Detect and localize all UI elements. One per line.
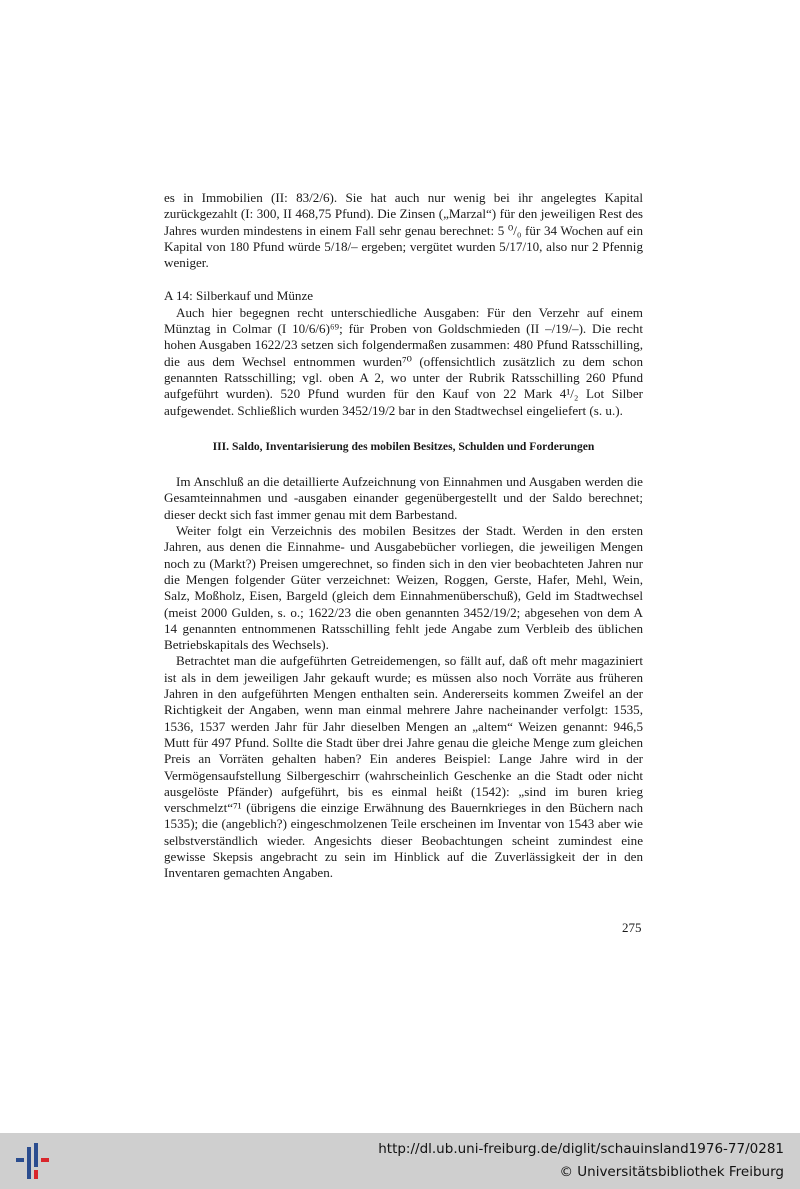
footer-bar xyxy=(0,1133,800,1189)
source-url-link[interactable]: http://dl.ub.uni-freiburg.de/diglit/schauinsland1976-77/0281 xyxy=(378,1141,784,1157)
paragraph-saldo: Im Anschluß an die detaillierte Aufzeichnung von Einnahmen und Ausgaben werden die Gesamteinnahmen und -ausgaben einander gegenübergestellt und der Saldo berechnet; dieser deckt sich fast immer genau mit dem Barbestand. xyxy=(164,474,643,522)
page-number: 275 xyxy=(622,920,642,935)
section-a14 xyxy=(164,288,643,418)
page-body xyxy=(164,190,643,882)
copyright-text: © Universitätsbibliothek Freiburg xyxy=(559,1164,784,1180)
ub-freiburg-logo-icon xyxy=(12,1141,52,1181)
paragraph-intro: es in Immobilien (II: 83/2/6). Sie hat auch nur wenig bei ihr angelegtes Kapital zurückgezahlt (I: 300, II 468,75 Pfund). Die Zinsen („Marzal“) für den jeweiligen Rest des Jahres wurden mindestens in einem Fall sehr genau berechnet: 5 ⁰/₀ für 34 Wochen auf ein Kapital von 180 Pfund würde 5/18/– ergeben; vergütet wurden 5/17/10, also nur 2 Pfennig weniger. xyxy=(164,190,643,271)
paragraph-inventory: Weiter folgt ein Verzeichnis des mobilen Besitzes der Stadt. Werden in den ersten Jahren, aus denen die Einnahme- und Ausgabebücher vorliegen, die jeweiligen Mengen noch zu (Markt?) Preisen umgerechnet, so finden sich in den vier beobachteten Jahren nur die Mengen folgender Güter verzeichnet: Weizen, Roggen, Gerste, Hafer, Mehl, Wein, Salz, Moßholz, Eisen, Bargeld (gleich dem Einnahmenüberschuß), Geld im Stadtwechsel (meist 2000 Gulden, s. o.; 1622/23 die oben genannten 3452/19/2; abgesehen von dem A 14 genannten entnommenen Ratsschilling fehlt jede Angabe zum Verbleib des üblichen Betriebskapitals des Wechsels). xyxy=(164,523,643,653)
paragraph-a14: Auch hier begegnen recht unterschiedliche Ausgaben: Für den Verzehr auf einem Münztag in Colmar (I 10/6/6)⁶⁹; für Proben von Goldschmieden (II –/19/–). Die recht hohen Ausgaben 1622/23 setzen sich folgendermaßen zusammen: 480 Pfund Ratsschilling, die aus dem Wechsel entnommen wurden⁷⁰ (offensichtlich zusätzlich zu dem schon genannten Ratsschilling; vgl. oben A 2, wo unter der Rubrik Ratsschilling 260 Pfund aufgeführt wurden). 520 Pfund wurden für den Kauf von 22 Mark 4¹/₂ Lot Silber aufgewendet. Schließlich wurden 3452/19/2 bar in den Stadtwechsel eingeliefert (s. u.). xyxy=(164,304,643,418)
section-heading-iii: III. Saldo, Inventarisierung des mobilen Besitzes, Schulden und Forderungen xyxy=(212,439,595,453)
subheading-a14: A 14: Silberkauf und Münze xyxy=(164,288,314,304)
paragraph-grain: Betrachtet man die aufgeführten Getreidemengen, so fällt auf, daß oft mehr magaziniert ist als in dem jeweiligen Jahr gekauft wurde; es müssen also noch Vorräte aus früheren Jahren in den aufgeführten Mengen enthalten sein. Andererseits kommen Zweifel an der Richtigkeit der Angaben, wenn man einmal mehrere Jahre nacheinander verfolgt: 1535, 1536, 1537 werden Jahr für Jahr dieselben Mengen an „altem“ Weizen genannt: 946,5 Mutt für 497 Pfund. Sollte die Stadt über drei Jahre genau die gleiche Menge zum gleichen Preis an Vorräten gehalten haben? Ein anderes Beispiel: Lange Jahre wird in der Vermögensaufstellung Silbergeschirr (wahrscheinlich Geschenke an die Stadt oder nicht ausgelöste Pfänder) aufgeführt, bis es einmal heißt (1542): „sind im buren krieg verschmelzt“⁷¹ (übrigens die einzige Erwähnung des Bauernkrieges in den Büchern nach 1535); die (angeblich?) eingeschmolzenen Teile erscheinen im Inventar von 1543 aber wie selbstverständlich wieder. Angesichts dieser Beobachtungen scheint zumindest eine gewisse Skepsis angebracht zu sein im Hinblick auf die Zuverlässigkeit der in den Inventaren gemachten Angaben. xyxy=(164,653,643,881)
